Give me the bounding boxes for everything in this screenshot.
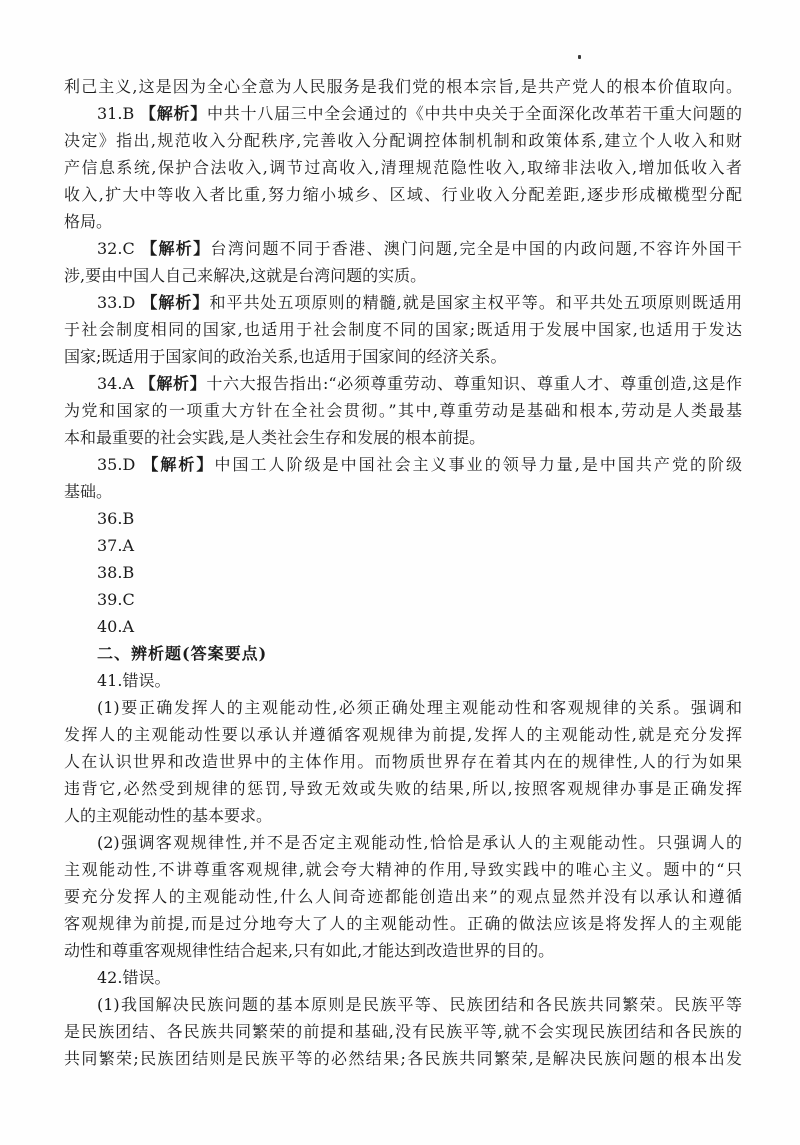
text-line — [64, 613, 742, 640]
text-line — [64, 694, 742, 721]
text-segment: 动性和尊重客观规律性结合起来,只有如此,才能达到改造世界的目的。 — [64, 941, 555, 960]
text-segment: 是民族团结、各民族共同繁荣的前提和基础,没有民族平等,就不会实现民族团结和各民族的 — [64, 1022, 742, 1041]
text-line — [64, 910, 742, 937]
text-line — [64, 181, 742, 208]
text-segment: 涉,要由中国人自己来解决,这就是台湾问题的实质。 — [64, 266, 427, 285]
text-line — [64, 478, 742, 505]
analysis-label: 【解析】 — [139, 374, 207, 393]
text-segment: 人在认识世界和改造世界中的主体作用。而物质世界存在着其内在的规律性,人的行为如果 — [64, 752, 742, 771]
text-line — [64, 1045, 742, 1072]
text-line — [64, 829, 742, 856]
text-line — [64, 559, 742, 586]
text-segment: 人的主观能动性的基本要求。 — [64, 806, 273, 825]
text-segment: 36.B — [97, 509, 135, 528]
text-segment: 中国工人阶级是中国社会主义事业的领导力量,是中国共产党的阶级 — [214, 455, 742, 474]
text-line — [64, 883, 742, 910]
text-segment: 32.C — [97, 239, 142, 258]
text-segment: 基础。 — [64, 482, 113, 501]
text-segment: 十六大报告指出:“必须尊重劳动、尊重知识、尊重人才、尊重创造,这是作 — [206, 374, 742, 393]
text-segment: 41.错误。 — [97, 671, 171, 690]
text-segment: 收入,扩大中等收入者比重,努力缩小城乡、区域、行业收入分配差距,逐步形成橄榄型分配 — [64, 185, 742, 204]
analysis-label: 【解析】 — [142, 455, 215, 474]
text-line — [64, 343, 742, 370]
text-line — [64, 397, 742, 424]
text-segment: 主观能动性,不讲尊重客观规律,就会夸大精神的作用,导致实践中的唯心主义。题中的“只 — [64, 860, 742, 879]
text-segment: 中共十八届三中全会通过的《中共中央关于全面深化改革若干重大问题的 — [207, 104, 742, 123]
text-segment: 二、辨析题(答案要点) — [97, 644, 268, 663]
text-segment: 国家;既适用于国家间的政治关系,也适用于国家间的经济关系。 — [64, 347, 507, 366]
text-segment: 和平共处五项原则的精髓,就是国家主权平等。和平共处五项原则既适用 — [209, 293, 742, 312]
text-line — [64, 586, 742, 613]
analysis-label: 【解析】 — [141, 239, 211, 258]
text-line — [64, 775, 742, 802]
text-line — [64, 721, 742, 748]
text-segment: 格局。 — [64, 212, 113, 231]
analysis-label: 【解析】 — [141, 293, 210, 312]
text-line — [64, 316, 742, 343]
text-line — [64, 451, 742, 478]
text-segment: 38.B — [97, 563, 135, 582]
text-segment: (2)强调客观规律性,并不是否定主观能动性,恰恰是承认人的主观能动性。只强调人的 — [97, 833, 742, 852]
text-segment: 39.C — [97, 590, 135, 609]
text-segment: (1)要正确发挥人的主观能动性,必须正确处理主观能动性和客观规律的关系。强调和 — [97, 698, 742, 717]
text-segment: 产信息系统,保护合法收入,调节过高收入,清理规范隐性收入,取缔非法收入,增加低收入者 — [64, 158, 742, 177]
text-segment: 34.A — [97, 374, 140, 393]
text-line — [64, 262, 742, 289]
answer-key-text-block — [64, 73, 742, 1072]
text-segment: 利己主义,这是因为全心全意为人民服务是我们党的根本宗旨,是共产党人的根本价值取向。 — [64, 77, 742, 96]
text-line — [64, 289, 742, 316]
text-segment: 35.D — [97, 455, 143, 474]
text-line — [64, 937, 742, 964]
text-line — [64, 667, 742, 694]
text-segment: 要充分发挥人的主观能动性,什么人间奇迹都能创造出来”的观点显然并没有以承认和遵循 — [64, 887, 742, 906]
text-line — [64, 532, 742, 559]
text-segment: 33.D — [97, 293, 142, 312]
text-segment: 发挥人的主观能动性要以承认并遵循客观规律为前提,发挥人的主观能动性,就是充分发挥 — [64, 725, 742, 744]
text-segment: 为党和国家的一项重大方针在全社会贯彻。”其中,尊重劳动是基础和根本,劳动是人类最基 — [64, 401, 742, 420]
text-segment: 决定》指出,规范收入分配秩序,完善收入分配调控体制机制和政策体系,建立个人收入和财 — [64, 131, 742, 150]
text-line — [64, 100, 742, 127]
text-line — [64, 1018, 742, 1045]
text-line — [64, 991, 742, 1018]
text-segment: 本和最重要的社会实践,是人类社会生存和发展的根本前提。 — [64, 428, 486, 447]
section-heading — [64, 640, 742, 667]
text-line — [64, 370, 742, 397]
text-segment: (1)我国解决民族问题的基本原则是民族平等、民族团结和各民族共同繁荣。民族平等 — [97, 995, 742, 1014]
text-segment: 共同繁荣;民族团结则是民族平等的必然结果;各民族共同繁荣,是解决民族问题的根本出发 — [64, 1049, 742, 1068]
text-line — [64, 802, 742, 829]
text-line — [64, 235, 742, 262]
text-line — [64, 856, 742, 883]
text-segment: 42.错误。 — [97, 968, 171, 987]
text-segment: 客观规律为前提,而是过分地夸大了人的主观能动性。正确的做法应该是将发挥人的主观能 — [64, 914, 742, 933]
text-line — [64, 748, 742, 775]
text-line — [64, 208, 742, 235]
text-line — [64, 964, 742, 991]
text-line — [64, 505, 742, 532]
scan-speck-mark — [578, 55, 581, 59]
text-line — [64, 154, 742, 181]
text-segment: 37.A — [97, 536, 134, 555]
text-line — [64, 127, 742, 154]
text-segment: 台湾问题不同于香港、澳门问题,完全是中国的内政问题,不容许外国干 — [210, 239, 742, 258]
text-line — [64, 424, 742, 451]
text-segment: 违背它,必然受到规律的惩罚,导致无效或失败的结果,所以,按照客观规律办事是正确发挥 — [64, 779, 742, 798]
text-segment: 于社会制度相同的国家,也适用于社会制度不同的国家;既适用于发展中国家,也适用于发达 — [64, 320, 742, 339]
text-segment: 40.A — [97, 617, 134, 636]
text-segment: 31.B — [97, 104, 141, 123]
text-line — [64, 73, 742, 100]
analysis-label: 【解析】 — [140, 104, 207, 123]
